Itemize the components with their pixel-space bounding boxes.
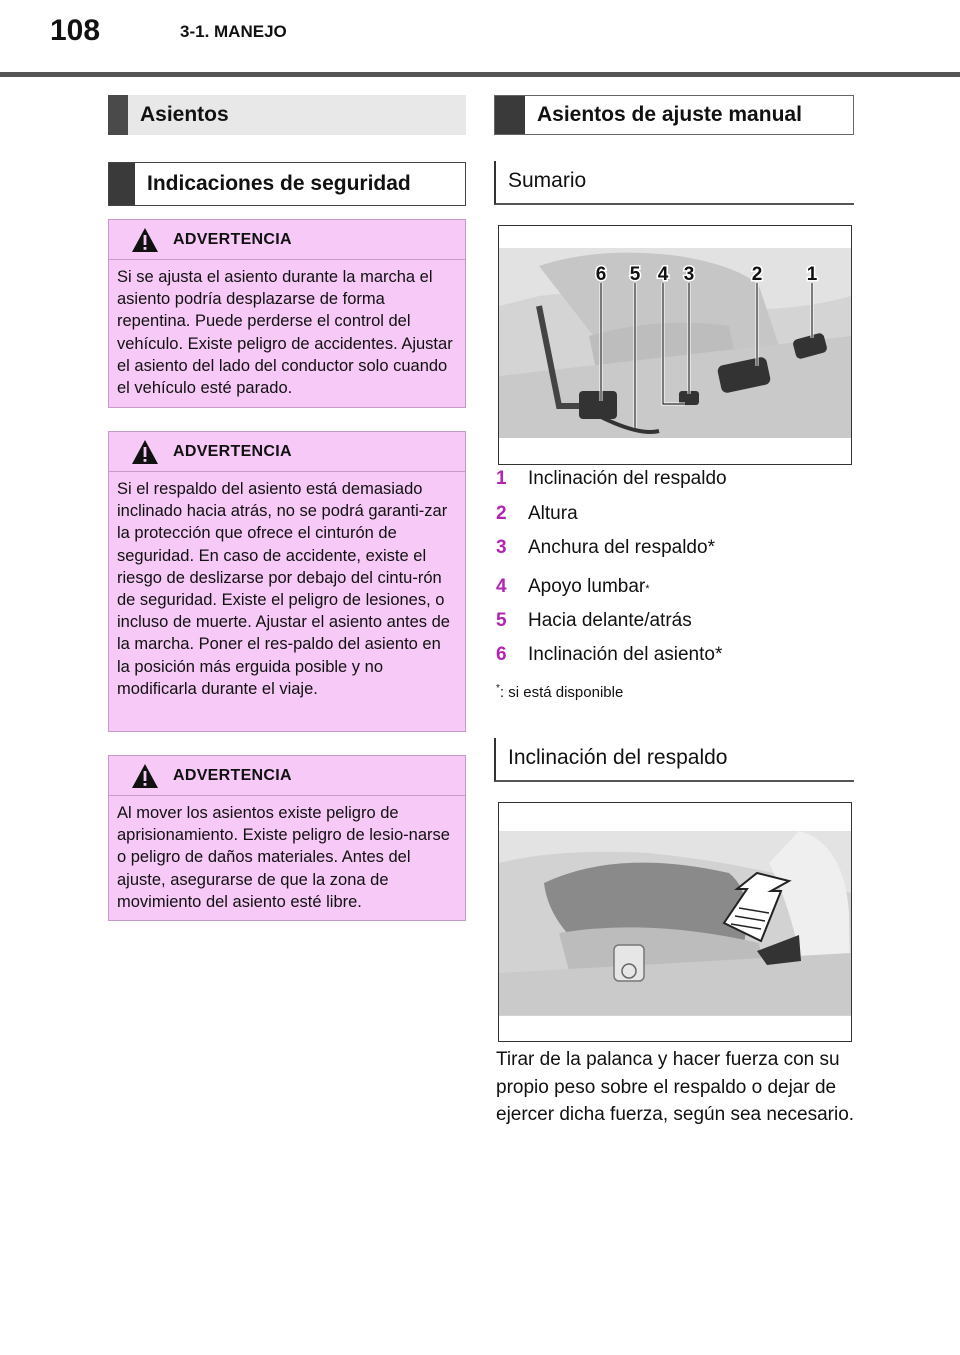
section-heading-ajuste-manual [494, 95, 854, 135]
backrest-figure [498, 802, 852, 1042]
backrest-instructions: Tirar de la palanca y hacer fuerza con su propio peso sobre el respaldo o dejar de ejercer dicha fuerza, según sea necesario. [496, 1049, 855, 1125]
warning-title: ADVERTENCIA [173, 442, 292, 460]
page-number: 108 [50, 14, 101, 47]
list-item: 5 Hacia delante/atrás [496, 609, 692, 631]
section-title: Asientos de ajuste manual [537, 103, 802, 126]
callout-6: 6 [595, 264, 607, 285]
warning-triangle-icon [131, 439, 159, 465]
warning-text: Al mover los asientos existe peligro de aprisionamiento. Existe peligro de lesio-narse o peligro de daños materiales. Antes del ajuste, asegurarse de que la zona de movimiento del asiento esté libre. [117, 804, 450, 911]
backrest-lever-illustration [499, 803, 851, 1041]
subheading-inclinacion-respaldo: Inclinación del respaldo [494, 738, 854, 782]
list-item: 6 Inclinación del asiento* [496, 644, 723, 665]
header-rule [0, 72, 960, 77]
list-item: 4 Apoyo lumbar * [496, 575, 650, 597]
subheading-sumario: Sumario [494, 161, 854, 205]
warning-title: ADVERTENCIA [173, 230, 292, 248]
warning-box-3 [108, 755, 466, 921]
list-item: 2 Altura [496, 502, 578, 524]
subsection-title: Indicaciones de seguridad [147, 172, 411, 195]
list-item: 1 Inclinación del respaldo [496, 468, 727, 489]
controls-list [496, 468, 856, 679]
chapter-title: 3-1. MANEJO [180, 22, 287, 41]
callout-2: 2 [751, 264, 763, 285]
seat-controls-figure [498, 225, 852, 465]
callout-1: 1 [806, 264, 818, 285]
callout-3: 3 [683, 264, 695, 285]
warning-triangle-icon [131, 227, 159, 253]
section-heading-asientos [108, 95, 466, 135]
footnote: *: si está disponible [496, 683, 624, 701]
warning-text: Si se ajusta el asiento durante la marcha el asiento podría desplazarse de forma repentina. Puede perderse el control del vehículo. Existe peligro de accidentes. Ajustar el asiento del lado del conductor solo cuando el vehículo esté parado. [117, 268, 453, 398]
warning-text: Si el respaldo del asiento está demasiado inclinado hacia atrás, no se podrá garanti-zar la protección que ofrece el cinturón de seguridad. En caso de accidente, existe el riesgo de deslizarse por debajo del cintu-rón de seguridad. Existe el peligro de lesiones, o incluso de muerte. Ajustar el asiento antes de la marcha. Poner el res-paldo del asiento en la posición más erguida posible y no modificarla durante el viaje. [117, 480, 450, 698]
callout-4: 4 [657, 264, 669, 285]
seat-controls-illustration [499, 226, 851, 464]
subsection-heading-seguridad [108, 162, 466, 206]
warning-box-1 [108, 219, 466, 408]
page-header [0, 0, 960, 78]
warning-box-2 [108, 431, 466, 732]
list-item: 3 Anchura del respaldo* [496, 537, 715, 558]
warning-title: ADVERTENCIA [173, 766, 292, 784]
warning-triangle-icon [131, 763, 159, 789]
callout-5: 5 [629, 264, 641, 285]
section-title: Asientos [140, 103, 229, 126]
